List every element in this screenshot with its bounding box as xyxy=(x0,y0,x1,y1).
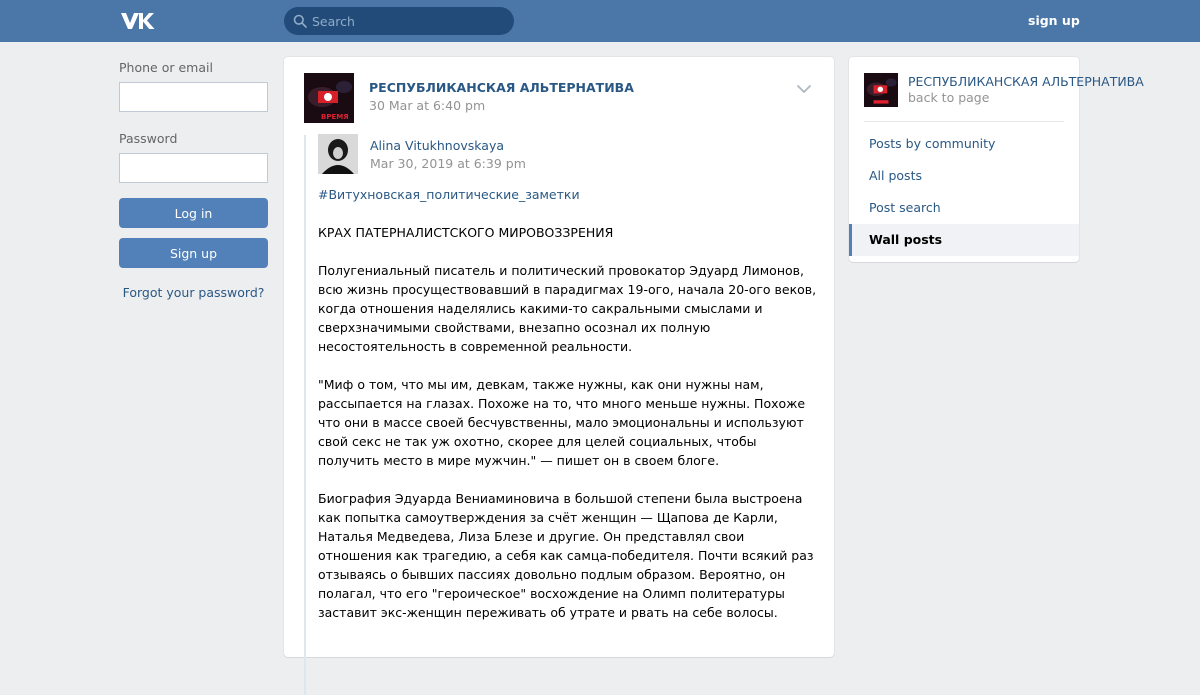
community-name-link[interactable]: РЕСПУБЛИКАНСКАЯ АЛЬТЕРНАТИВА xyxy=(369,80,634,95)
phone-label: Phone or email xyxy=(119,60,213,75)
sidebar-menu xyxy=(849,128,1079,256)
login-form xyxy=(119,60,268,300)
repost-bar xyxy=(304,135,306,695)
password-input[interactable] xyxy=(119,153,268,183)
menu-item-post-search[interactable]: Post search xyxy=(869,200,941,215)
hashtag-link[interactable]: #Витухновская_политические_заметки xyxy=(318,187,580,202)
menu-item-posts-by-community[interactable]: Posts by community xyxy=(869,136,996,151)
chevron-down-icon[interactable] xyxy=(796,83,812,95)
repost-time[interactable]: Mar 30, 2019 at 6:39 pm xyxy=(370,156,526,171)
post-paragraph: "Миф о том, что мы им, девкам, также нужны, как они нужны нам, рассыпается на глазах. Похоже на то, что много меньше нужны. Похоже что они в массе своей бесчувственны, мало эмоциональны и используют свой секс не так уж охотно, скорее для целей социальных, чтобы получить место в мире мужчин." — пишет он в своем блоге. xyxy=(318,377,806,468)
header-signup-link[interactable]: sign up xyxy=(1028,13,1080,28)
post-paragraph: КРАХ ПАТЕРНАЛИСТСКОГО МИРОВОЗЗРЕНИЯ xyxy=(318,225,614,240)
wall-post xyxy=(284,57,834,657)
post-time[interactable]: 30 Mar at 6:40 pm xyxy=(369,98,486,113)
back-to-page-link[interactable]: back to page xyxy=(908,90,990,105)
avatar-caption: ВРЕМЯ xyxy=(321,113,349,121)
post-text xyxy=(318,185,818,641)
signup-button[interactable]: Sign up xyxy=(119,238,268,268)
sidebar-community-title[interactable]: РЕСПУБЛИКАНСКАЯ АЛЬТЕРНАТИВА xyxy=(908,74,1144,89)
menu-item-wall-posts[interactable]: Wall posts xyxy=(849,224,1079,256)
post-paragraph: Биография Эдуарда Вениаминовича в большой степени была выстроена как попытка самоутверждения за счёт женщин — Щапова де Карли, Наталья Медведева, Лиза Блезе и другие. Он представлял свои отношения как трагедию, а себя как самца-победителя. Почти всякий раз отзываясь о бывших пассиях довольно подлым образом. Вероятно, он полагал, что его "героическое" восхождение на Олимп политературы заставит экс-женщин переживать об утрате и рвать на себе волосы. xyxy=(318,491,814,620)
community-avatar-image xyxy=(304,73,354,123)
community-sidebar xyxy=(849,57,1144,262)
vk-logo-icon[interactable] xyxy=(119,10,153,32)
phone-input[interactable] xyxy=(119,82,268,112)
repost-author-link[interactable]: Alina Vitukhnovskaya xyxy=(370,138,505,153)
community-avatar[interactable] xyxy=(304,73,354,123)
sidebar-avatar-image xyxy=(864,73,898,107)
repost-author-avatar[interactable] xyxy=(318,134,358,174)
search-input[interactable] xyxy=(312,7,508,35)
sidebar-divider xyxy=(864,121,1064,122)
search-box[interactable] xyxy=(284,7,514,35)
forgot-password-link[interactable]: Forgot your password? xyxy=(122,285,265,300)
post-paragraph: Полугениальный писатель и политический провокатор Эдуард Лимонов, всю жизнь просуществовавший в парадигмах 19-ого, начала 20-ого веков, когда отношения наделялись какими-то сакральными смыслами и сверхзначимыми свойствами, внезапно осознал их полную несостоятельность в современной реальности. xyxy=(318,263,817,354)
login-button[interactable]: Log in xyxy=(119,198,268,228)
repost-avatar-image xyxy=(318,134,358,174)
password-label: Password xyxy=(119,131,178,146)
top-header xyxy=(0,0,1200,42)
sidebar-community-avatar[interactable] xyxy=(864,73,898,107)
menu-item-all-posts[interactable]: All posts xyxy=(869,168,922,183)
search-icon xyxy=(293,14,307,28)
